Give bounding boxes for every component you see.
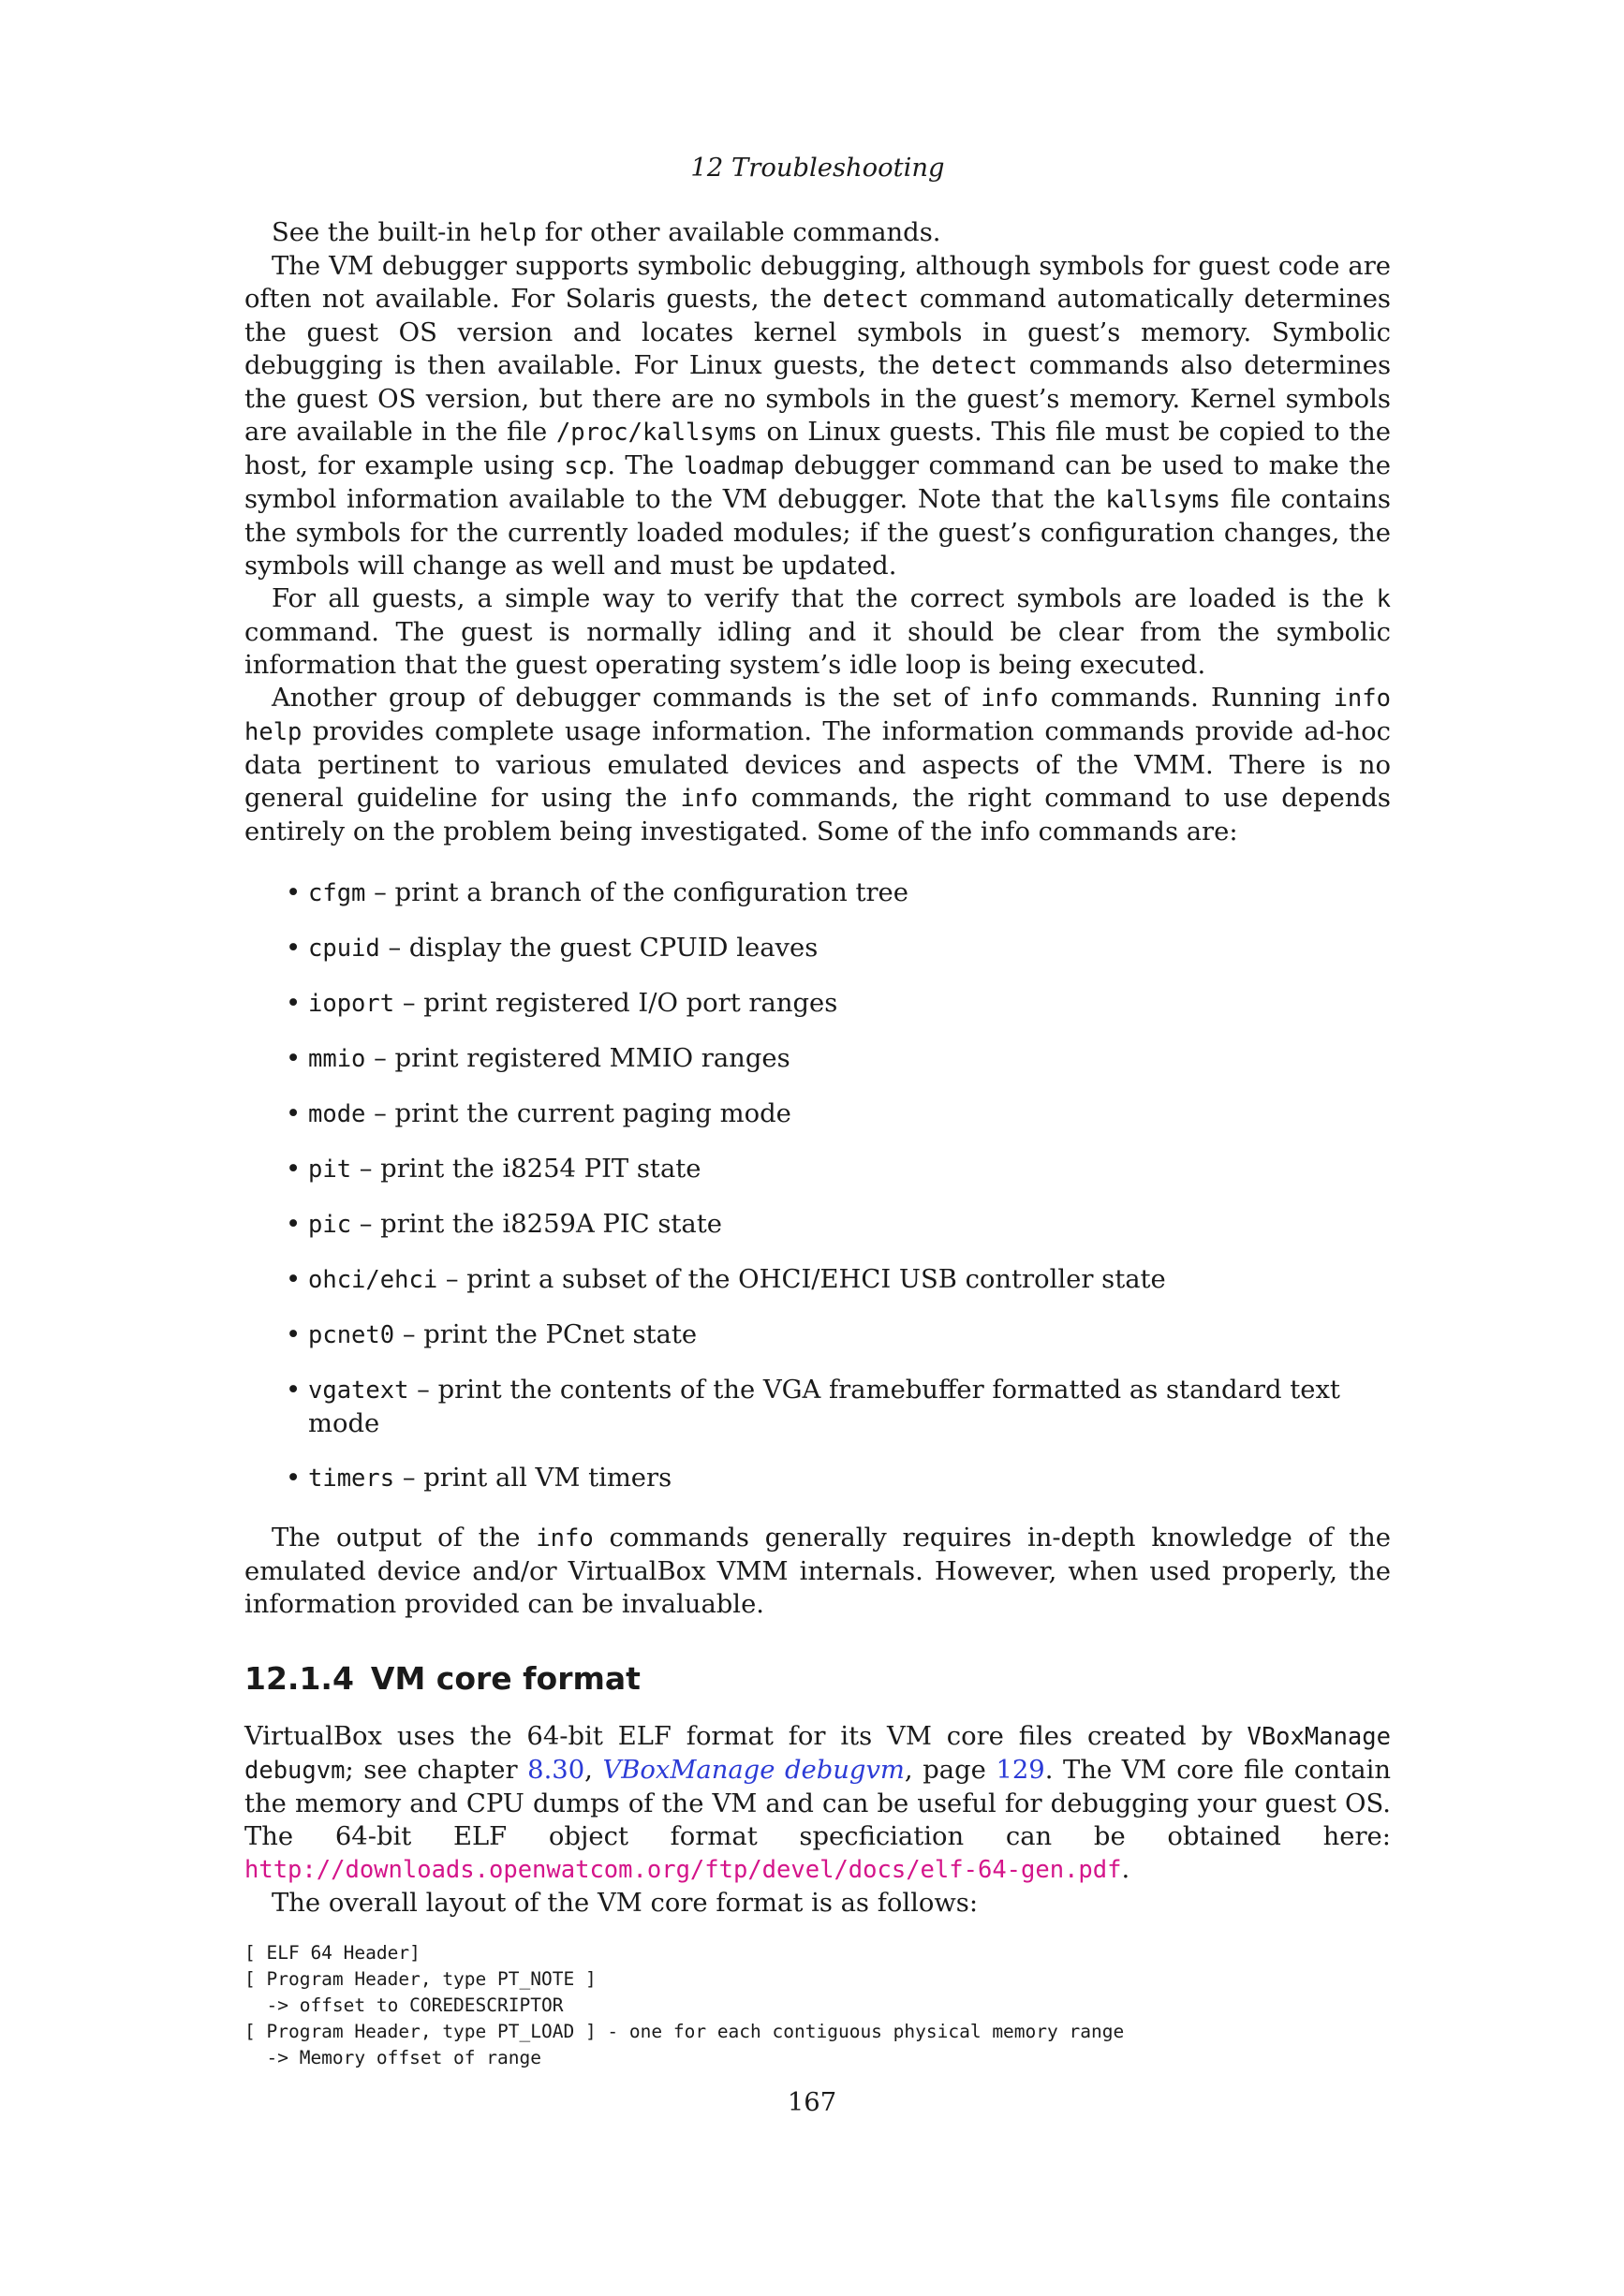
- section-heading: 12.1.4 VM core format: [244, 1660, 641, 1697]
- page-link[interactable]: 129: [996, 1756, 1045, 1785]
- list-item: • cfgm – print a branch of the configuration tree: [286, 878, 908, 907]
- page-number: 167: [787, 2088, 837, 2117]
- chapter-title-link[interactable]: VBoxManage debugvm: [602, 1756, 905, 1785]
- paragraph-symbolic-debugging: The VM debugger supports symbolic debugging, although symbols for guest code are often not available. For Solaris guests, the detect command automatically determines the guest OS version and locates kernel symbols in guest’s memory. Symbolic debugging is then available. For Linux guests, the detect commands also determines the guest OS version, but there are no symbols in the guest’s memory. Kernel symbols are available in the file /proc/kallsyms on Linux guests. This file must be copied to the host, for example using scp. The loadmap debugger command can be used to make the symbol information available to the VM debugger. Note that the kallsyms file contains the symbols for the currently loaded modules; if the guest’s configuration changes, the symbols will change as well and must be updated.: [244, 252, 1392, 581]
- elf-spec-url-link[interactable]: http://downloads.openwatcom.org/ftp/devel/docs/elf-64-gen.pdf: [244, 1856, 1122, 1884]
- list-item: • timers – print all VM timers: [286, 1464, 672, 1493]
- list-item: • pic – print the i8259A PIC state: [286, 1210, 722, 1239]
- running-head: 12 Troubleshooting: [690, 154, 945, 183]
- list-item: • mmio – print registered MMIO ranges: [286, 1044, 790, 1073]
- paragraph-k-command: For all guests, a simple way to verify that the correct symbols are loaded is the k command. The guest is normally idling and it should be clear from the symbolic information that the guest operating system’s idle loop is being executed.: [244, 584, 1391, 680]
- list-item: • ohci/ehci – print a subset of the OHCI/EHCI USB controller state: [286, 1265, 1166, 1294]
- paragraph-vm-core: VirtualBox uses the 64-bit ELF format for its VM core files created by VBoxManage debugvm; see chapter 8.30, VBoxManage debugvm, page 129. The VM core file contain the memory and CPU dumps of the VM and can be useful for debugging your guest OS. The 64-bit ELF object format specficiation can be obtained here: http://downloads.openwatcom.org/ftp/devel/docs/elf-64-gen.pdf.: [244, 1722, 1391, 1884]
- list-item: • pit – print the i8254 PIT state: [286, 1155, 701, 1184]
- list-item: • mode – print the current paging mode: [286, 1099, 791, 1128]
- info-command-list: [244, 876, 1391, 1495]
- page-body: [244, 140, 1391, 2071]
- paragraph-info-output: The output of the info commands generally requires in-depth knowledge of the emulated device and/or VirtualBox VMM internals. However, when used properly, the information provided can be invaluable.: [244, 1523, 1391, 1619]
- list-item: • pcnet0 – print the PCnet state: [286, 1320, 698, 1349]
- paragraph-layout-intro: The overall layout of the VM core format is as follows:: [272, 1889, 979, 1918]
- list-item: • ioport – print registered I/O port ranges: [286, 989, 838, 1018]
- paragraph-info-commands: Another group of debugger commands is the set of info commands. Running info help provides complete usage information. The information commands provide ad-hoc data pertinent to various emulated devices and aspects of the VMM. There is no general guideline for using the info commands, the right command to use depends entirely on the problem being investigated. Some of the info commands are:: [244, 684, 1391, 846]
- chapter-link[interactable]: 8.30: [527, 1756, 585, 1785]
- list-item: • cpuid – display the guest CPUID leaves: [286, 934, 819, 963]
- list-item: • vgatext – print the contents of the VGA framebuffer formatted as standard text mode: [286, 1376, 1340, 1438]
- paragraph-help: See the built-in help for other available commands.: [272, 218, 941, 247]
- core-format-code-block: [ ELF 64 Header] [ Program Header, type PT_NOTE ] -> offset to COREDESCRIPTOR [ Program Header, type PT_LOAD ] - one for each contiguous physical memory range -> Memory offset of range: [244, 1942, 1125, 2068]
